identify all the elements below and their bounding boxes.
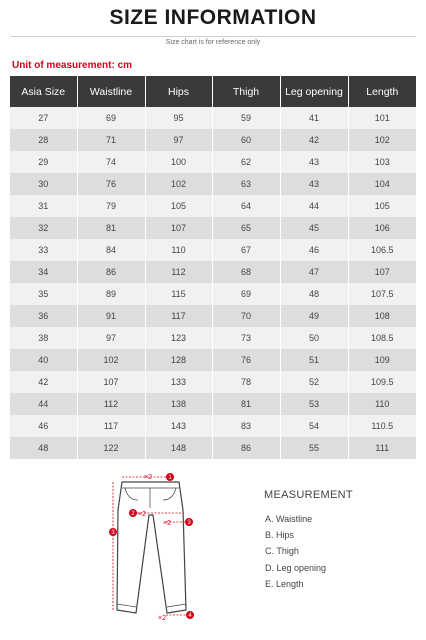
measurement-item-thigh: C. Thigh [265,546,299,557]
table-cell: 86 [77,261,145,283]
size-table [10,76,416,459]
table-cell: 43 [280,151,348,173]
table-cell: 79 [77,195,145,217]
table-cell: 110 [348,393,416,415]
measurement-item-length: E. Length [265,578,304,589]
measurement-item-leg-opening: D. Leg opening [265,562,327,573]
column-header: Thigh [212,76,280,107]
table-row [10,283,416,305]
table-row [10,151,416,173]
table-cell: 91 [77,305,145,327]
table-cell: 109 [348,349,416,371]
table-cell: 108.5 [348,327,416,349]
table-cell: 81 [212,393,280,415]
table-cell: 69 [212,283,280,305]
table-row [10,239,416,261]
table-cell: 44 [10,393,77,415]
table-cell: 63 [212,173,280,195]
table-cell: 97 [145,129,212,151]
unit-label: Unit of measurement: cm [12,60,133,71]
table-cell: 138 [145,393,212,415]
table-row [10,415,416,437]
page-subtitle: Size chart is for reference only [165,39,261,46]
table-cell: 110 [145,239,212,261]
table-cell: 64 [212,195,280,217]
table-cell: 55 [280,437,348,459]
measurement-item-waistline: A. Waistline [265,514,313,524]
table-cell: 53 [280,393,348,415]
table-row [10,173,416,195]
table-cell: 31 [10,195,77,217]
measurement-title: MEASUREMENT [264,489,353,501]
table-cell: 123 [145,327,212,349]
table-cell: 43 [280,173,348,195]
table-cell: 51 [280,349,348,371]
table-cell: 106.5 [348,239,416,261]
table-cell: 111 [348,437,416,459]
table-cell: 42 [10,371,77,393]
table-row [10,437,416,459]
table-cell: 110.5 [348,415,416,437]
table-cell: 44 [280,195,348,217]
marker-4-label: 4 [188,613,192,619]
table-cell: 33 [10,239,77,261]
table-row [10,305,416,327]
table-cell: 95 [145,107,212,129]
leg-multiplier: ×2 [158,615,166,622]
column-header: Asia Size [10,76,77,107]
table-cell: 133 [145,371,212,393]
table-cell: 45 [280,217,348,239]
table-cell: 100 [145,151,212,173]
marker-3-label: 3 [111,530,115,536]
table-cell: 69 [77,107,145,129]
table-cell: 46 [10,415,77,437]
table-cell: 102 [145,173,212,195]
table-cell: 106 [348,217,416,239]
table-cell: 68 [212,261,280,283]
table-row [10,349,416,371]
table-cell: 48 [280,283,348,305]
measurement-item-hips: B. Hips [265,530,295,541]
table-cell: 60 [212,129,280,151]
table-cell: 42 [280,129,348,151]
table-cell: 143 [145,415,212,437]
table-cell: 67 [212,239,280,261]
table-cell: 108 [348,305,416,327]
table-cell: 46 [280,239,348,261]
table-cell: 122 [77,437,145,459]
table-cell: 76 [212,349,280,371]
table-cell: 101 [348,107,416,129]
table-cell: 84 [77,239,145,261]
table-row [10,327,416,349]
marker-3b-label: 3 [187,520,191,526]
table-cell: 78 [212,371,280,393]
table-cell: 112 [77,393,145,415]
pants-diagram [100,470,200,630]
table-cell: 102 [348,129,416,151]
table-cell: 28 [10,129,77,151]
table-cell: 97 [77,327,145,349]
table-cell: 36 [10,305,77,327]
table-cell: 117 [77,415,145,437]
table-row [10,371,416,393]
table-cell: 105 [348,195,416,217]
table-cell: 71 [77,129,145,151]
table-cell: 112 [145,261,212,283]
table-cell: 89 [77,283,145,305]
table-cell: 59 [212,107,280,129]
table-cell: 115 [145,283,212,305]
table-row [10,129,416,151]
column-header: Length [348,76,416,107]
page-title: SIZE INFORMATION [109,6,317,29]
table-row [10,195,416,217]
table-cell: 83 [212,415,280,437]
marker-2-label: 2 [131,511,135,517]
title-divider [10,36,416,37]
table-cell: 32 [10,217,77,239]
thigh-multiplier: ×2 [163,520,171,527]
table-header-row [10,76,416,107]
pants-outline [117,482,186,613]
marker-1-label: 1 [168,475,172,481]
column-header: Hips [145,76,212,107]
table-cell: 52 [280,371,348,393]
waist-multiplier: ×2 [144,474,152,481]
table-cell: 29 [10,151,77,173]
table-cell: 48 [10,437,77,459]
table-cell: 34 [10,261,77,283]
table-cell: 117 [145,305,212,327]
table-cell: 47 [280,261,348,283]
table-cell: 103 [348,151,416,173]
measurement-list [265,511,326,592]
table-cell: 70 [212,305,280,327]
column-header: Waistline [77,76,145,107]
table-cell: 27 [10,107,77,129]
table-cell: 49 [280,305,348,327]
table-cell: 40 [10,349,77,371]
table-cell: 148 [145,437,212,459]
column-header: Leg opening [280,76,348,107]
hips-multiplier: ×2 [138,511,146,518]
table-cell: 109.5 [348,371,416,393]
table-cell: 62 [212,151,280,173]
table-cell: 128 [145,349,212,371]
table-row [10,261,416,283]
table-cell: 41 [280,107,348,129]
table-cell: 30 [10,173,77,195]
table-cell: 54 [280,415,348,437]
table-row [10,107,416,129]
table-cell: 86 [212,437,280,459]
table-cell: 65 [212,217,280,239]
table-cell: 50 [280,327,348,349]
table-cell: 76 [77,173,145,195]
table-cell: 73 [212,327,280,349]
table-row [10,217,416,239]
table-cell: 81 [77,217,145,239]
table-cell: 104 [348,173,416,195]
table-cell: 107.5 [348,283,416,305]
table-cell: 74 [77,151,145,173]
table-cell: 107 [145,217,212,239]
table-cell: 35 [10,283,77,305]
table-cell: 38 [10,327,77,349]
table-cell: 107 [348,261,416,283]
table-cell: 105 [145,195,212,217]
table-cell: 107 [77,371,145,393]
table-cell: 102 [77,349,145,371]
table-row [10,393,416,415]
